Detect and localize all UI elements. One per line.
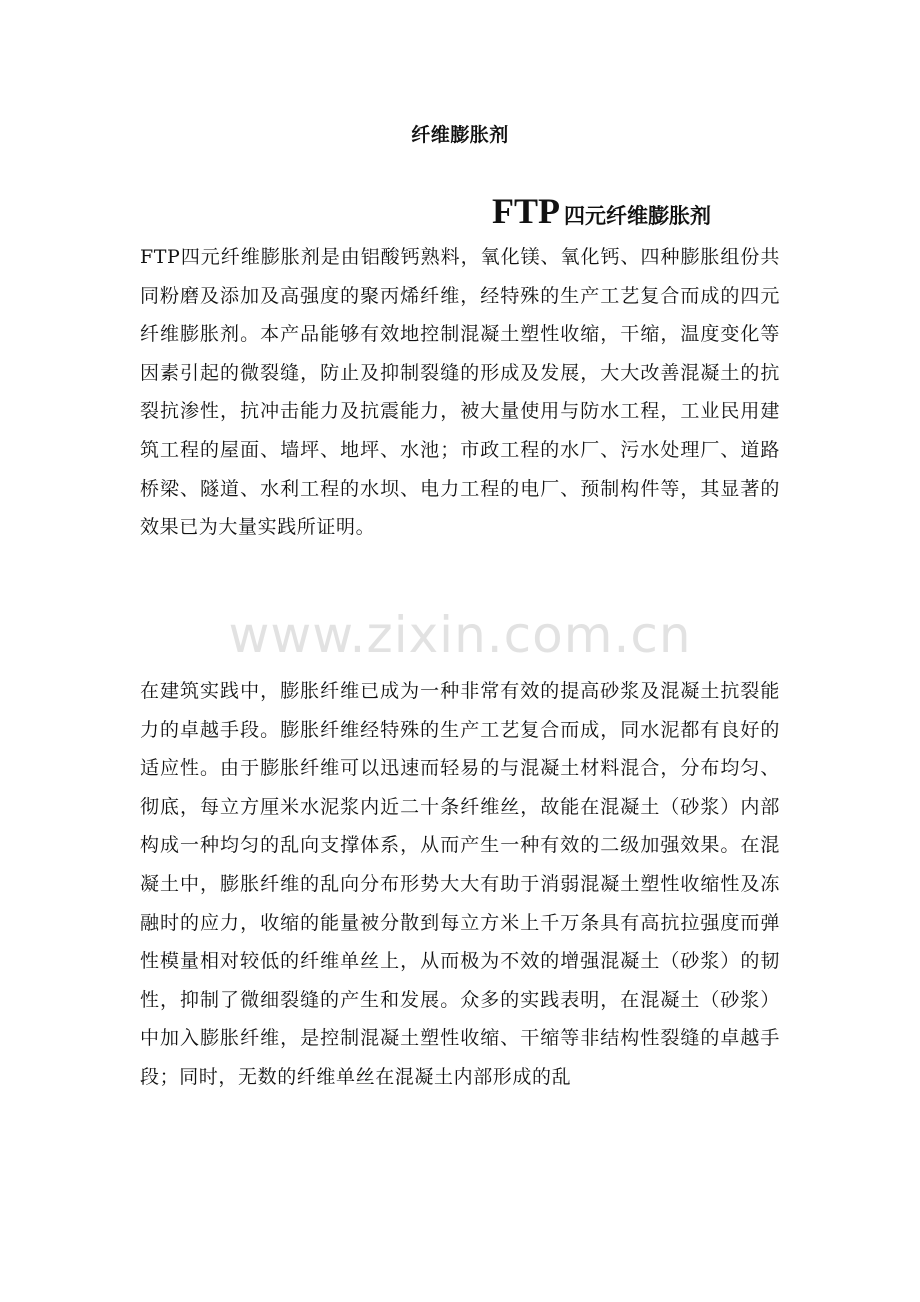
page-title: 纤维膨胀剂 [411, 124, 509, 146]
watermark: www.zixin.com.cn [228, 606, 692, 664]
body-paragraph: 在建筑实践中，膨胀纤维已成为一种非常有效的提高砂浆及混凝土抗裂能力的卓越手段。膨胀纤维经特殊的生产工艺复合而成，同水泥都有良好的适应性。由于膨胀纤维可以迅速而轻易的与混凝土材料混合，分布均匀、彻底，每立方厘米水泥浆内近二十条纤维丝，故能在混凝土（砂浆）内部构成一种均匀的乱向支撑体系，从而产生一种有效的二级加强效果。在混凝土中，膨胀纤维的乱向分布形势大大有助于消弱混凝土塑性收缩性及冻融时的应力，收缩的能量被分散到每立方米上千万条具有高抗拉强度而弹性模量相对较低的纤维单丝上，从而极为不效的增强混凝土（砂浆）的韧性，抑制了微细裂缝的产生和发展。众多的实践表明，在混凝土（砂浆）中加入膨胀纤维，是控制混凝土塑性收缩、干缩等非结构性裂缝的卓越手段；同时，无数的纤维单丝在混凝土内部形成的乱 [140, 680, 780, 1088]
intro-paragraph: FTP四元纤维膨胀剂是由铝酸钙熟料，氧化镁、氧化钙、四种膨胀组份共同粉磨及添加及高强度的聚丙烯纤维，经特殊的生产工艺复合而成的四元纤维膨胀剂。本产品能够有效地控制混凝土塑性收缩，干缩，温度变化等因素引起的微裂缝，防止及抑制裂缝的形成及发展，大大改善混凝土的抗裂抗渗性，抗冲击能力及抗震能力，被大量使用与防水工程，工业民用建筑工程的屋面、墙坪、地坪、水池；市政工程的水厂、污水处理厂、道路桥梁、隧道、水利工程的水坝、电力工程的电厂、预制构件等，其显著的效果已为大量实践所证明。 [140, 246, 780, 539]
product-code: FTP [492, 191, 560, 231]
product-heading [492, 188, 711, 241]
product-name: 四元纤维膨胀剂 [564, 204, 711, 228]
